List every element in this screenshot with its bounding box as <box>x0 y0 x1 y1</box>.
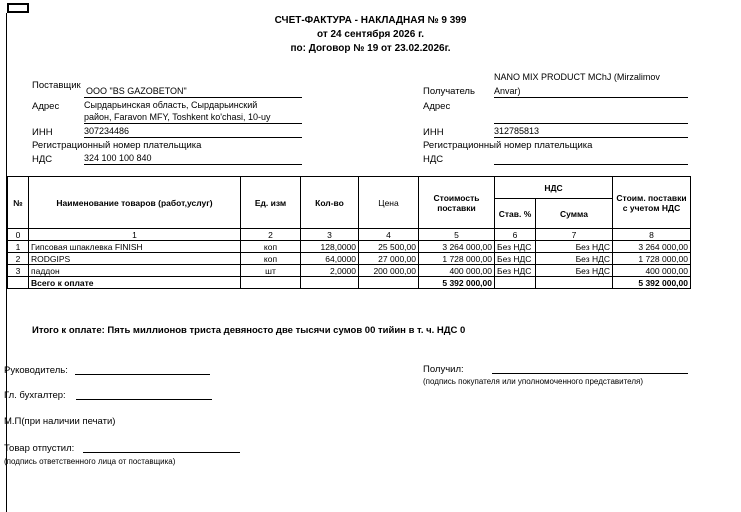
header-vat-rate: Став. % <box>495 199 536 229</box>
table-row <box>8 265 691 277</box>
row-unit: шт <box>241 265 301 277</box>
receiver-vat-underline <box>494 164 688 165</box>
supplier-name-underline <box>84 97 302 98</box>
total-empty-cell <box>241 277 301 289</box>
total-empty-cell <box>495 277 536 289</box>
header-vat-sum: Сумма <box>536 199 613 229</box>
supplier-label: Поставщик <box>32 80 81 91</box>
header-unit: Ед. изм <box>241 177 301 229</box>
items-table <box>7 176 691 289</box>
row-vat-sum: Без НДС <box>536 253 613 265</box>
total-label: Всего к оплате <box>29 277 241 289</box>
row-vat-rate: Без НДС <box>495 265 536 277</box>
row-total: 400 000,00 <box>613 265 691 277</box>
receiver-inn: 312785813 <box>494 126 540 136</box>
row-name: RODGIPS <box>29 253 241 265</box>
index-cell: 2 <box>241 229 301 241</box>
row-total: 3 264 000,00 <box>613 241 691 253</box>
header-num: № <box>8 177 29 229</box>
receiver-name-line2: Anvar) <box>494 86 521 96</box>
received-signature-line <box>492 373 688 374</box>
supplier-inn-label: ИНН <box>32 127 53 138</box>
supplier-address-label: Адрес <box>32 101 60 112</box>
director-signature-line <box>75 374 210 375</box>
invoice-contract: по: Договор № 19 от 23.02.2026г. <box>290 43 451 54</box>
header-cost: Стоимость поставки <box>419 177 495 229</box>
released-label: Товар отпустил: <box>4 443 75 454</box>
corner-box <box>7 3 29 13</box>
supplier-address-line1: Сырдарьинская область, Сырдарьинский <box>84 100 258 110</box>
table-row <box>8 253 691 265</box>
supplier-address-underline <box>84 123 302 124</box>
invoice-date: от 24 сентября 2026 г. <box>316 29 425 40</box>
receiver-address-label: Адрес <box>423 101 451 112</box>
row-price: 200 000,00 <box>359 265 419 277</box>
supplier-vat: 324 100 100 840 <box>84 153 152 163</box>
index-cell: 6 <box>495 229 536 241</box>
accountant-label: Гл. бухгалтер: <box>4 390 66 401</box>
row-qty: 64,0000 <box>301 253 359 265</box>
row-cost: 1 728 000,00 <box>419 253 495 265</box>
supplier-name: ООО "BS GAZOBETON" <box>86 86 187 96</box>
invoice-title: СЧЕТ-ФАКТУРА - НАКЛАДНАЯ № 9 399 <box>274 15 467 26</box>
row-num: 3 <box>8 265 29 277</box>
row-vat-rate: Без НДС <box>495 241 536 253</box>
row-vat-rate: Без НДС <box>495 253 536 265</box>
total-empty-cell <box>359 277 419 289</box>
index-cell: 8 <box>613 229 691 241</box>
total-with-vat: 5 392 000,00 <box>613 277 691 289</box>
receiver-inn-underline <box>494 137 688 138</box>
index-cell: 3 <box>301 229 359 241</box>
receiver-reg-label: Регистрационный номер плательщика <box>423 140 593 151</box>
supplier-inn: 307234486 <box>84 126 130 136</box>
total-empty-cell <box>8 277 29 289</box>
table-row <box>8 241 691 253</box>
row-cost: 3 264 000,00 <box>419 241 495 253</box>
receiver-name-underline <box>494 97 688 98</box>
header-total: Стоим. поставки с учетом НДС <box>613 177 691 229</box>
released-note: (подпись ответственного лица от поставщика) <box>4 457 176 466</box>
row-price: 27 000,00 <box>359 253 419 265</box>
payment-summary: Итого к оплате: Пять миллионов триста девяносто две тысячи сумов 00 тийин в т. ч. НДС 0 <box>32 325 466 336</box>
received-label: Получил: <box>423 364 464 375</box>
row-qty: 128,0000 <box>301 241 359 253</box>
total-cost: 5 392 000,00 <box>419 277 495 289</box>
supplier-vat-underline <box>84 164 302 165</box>
row-unit: коп <box>241 253 301 265</box>
receiver-label: Получатель <box>423 86 475 97</box>
total-row <box>8 277 691 289</box>
director-label: Руководитель: <box>4 365 68 376</box>
row-total: 1 728 000,00 <box>613 253 691 265</box>
stamp-label: М.П(при наличии печати) <box>4 416 116 427</box>
receiver-address-underline <box>494 123 688 124</box>
index-row <box>8 229 691 241</box>
row-cost: 400 000,00 <box>419 265 495 277</box>
row-qty: 2,0000 <box>301 265 359 277</box>
receiver-inn-label: ИНН <box>423 127 444 138</box>
index-cell: 0 <box>8 229 29 241</box>
receiver-name-line1: NANO MIX PRODUCT MChJ (Mirzalimov <box>494 72 660 82</box>
total-empty-cell <box>536 277 613 289</box>
header-price: Цена <box>359 177 419 229</box>
supplier-vat-label: НДС <box>32 154 53 165</box>
row-unit: коп <box>241 241 301 253</box>
index-cell: 1 <box>29 229 241 241</box>
row-name: паддон <box>29 265 241 277</box>
row-price: 25 500,00 <box>359 241 419 253</box>
total-empty-cell <box>301 277 359 289</box>
index-cell: 7 <box>536 229 613 241</box>
supplier-inn-underline <box>84 137 302 138</box>
index-cell: 5 <box>419 229 495 241</box>
row-vat-sum: Без НДС <box>536 265 613 277</box>
receiver-vat-label: НДС <box>423 154 444 165</box>
supplier-address-line2: район, Faravon MFY, Toshkent ko'chasi, 10-uy <box>84 112 271 122</box>
header-name: Наименование товаров (работ,услуг) <box>29 177 241 229</box>
row-num: 2 <box>8 253 29 265</box>
accountant-signature-line <box>76 399 212 400</box>
row-num: 1 <box>8 241 29 253</box>
header-qty: Кол-во <box>301 177 359 229</box>
header-vat-group: НДС <box>495 177 613 199</box>
supplier-reg-label: Регистрационный номер плательщика <box>32 140 202 151</box>
released-signature-line <box>83 452 240 453</box>
received-note: (подпись покупателя или уполномоченного представителя) <box>423 377 644 386</box>
row-name: Гипсовая шпаклевка FINISH <box>29 241 241 253</box>
row-vat-sum: Без НДС <box>536 241 613 253</box>
index-cell: 4 <box>359 229 419 241</box>
